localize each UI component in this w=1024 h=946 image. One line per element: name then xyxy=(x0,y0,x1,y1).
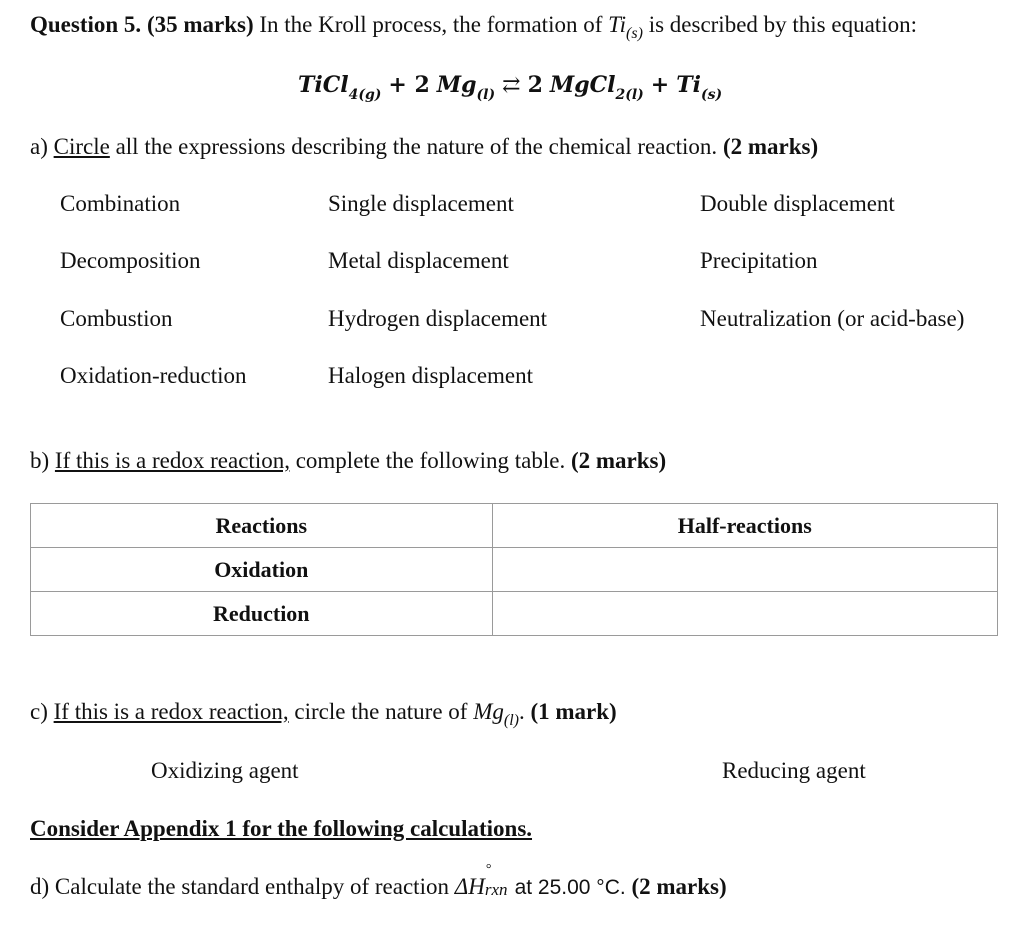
option-hydrogen-displacement[interactable]: Hydrogen displacement xyxy=(328,306,548,331)
eq-reactant1-sub: 4(g) xyxy=(348,87,382,103)
header-reactions: Reactions xyxy=(31,504,493,548)
magnesium-symbol: Mg xyxy=(473,699,504,724)
table-row xyxy=(31,592,998,636)
part-d-temperature: at 25.00 °C. xyxy=(514,876,626,899)
eq-reactant2-sub: (l) xyxy=(476,87,496,103)
appendix-note: Consider Appendix 1 for the following calculations. xyxy=(30,816,533,841)
option-precipitation[interactable]: Precipitation xyxy=(700,248,818,273)
eq-reactant2: Mg xyxy=(436,72,477,98)
option-metal-displacement[interactable]: Metal displacement xyxy=(328,248,509,273)
option-double-displacement[interactable]: Double displacement xyxy=(700,191,895,216)
part-d-text: Calculate the standard enthalpy of reaction xyxy=(54,874,449,899)
option-neutralization[interactable]: Neutralization (or acid-base) xyxy=(700,306,965,331)
eq-product1-sub: 2(l) xyxy=(615,87,644,103)
enthalpy-delta-h: ΔH xyxy=(454,874,485,899)
eq-product1: MgCl xyxy=(549,72,616,98)
part-a-label: a) xyxy=(30,134,48,159)
part-d-marks: (2 marks) xyxy=(631,874,727,899)
part-b-label: b) xyxy=(30,448,50,473)
table-header-row xyxy=(31,504,998,548)
titanium-state: (s) xyxy=(626,25,643,42)
oxidation-half-reaction-cell[interactable] xyxy=(492,548,997,592)
part-c-marks: (1 mark) xyxy=(530,699,617,724)
enthalpy-rxn-sub: rxn xyxy=(484,880,508,899)
part-c-prompt xyxy=(30,699,617,729)
part-c-condition: If this is a redox reaction, xyxy=(53,699,289,724)
option-single-displacement[interactable]: Single displacement xyxy=(328,191,514,216)
option-reducing-agent[interactable]: Reducing agent xyxy=(722,758,866,783)
option-halogen-displacement[interactable]: Halogen displacement xyxy=(328,363,534,388)
table-row xyxy=(31,548,998,592)
eq-plus1: + 2 xyxy=(388,72,430,98)
magnesium-state: (l) xyxy=(503,712,519,729)
option-oxidation-reduction[interactable]: Oxidation-reduction xyxy=(60,363,247,388)
part-b-prompt xyxy=(30,448,666,474)
question-marks: (35 marks) xyxy=(146,12,254,37)
kroll-equation xyxy=(298,72,723,103)
part-a-prompt xyxy=(30,134,818,160)
row-reduction-label: Reduction xyxy=(31,592,493,636)
question-header xyxy=(30,12,917,42)
eq-plus2: + xyxy=(650,72,670,98)
eq-equilibrium-arrow: ⇄ xyxy=(502,73,521,98)
redox-table xyxy=(30,503,998,636)
enthalpy-symbol xyxy=(454,862,509,899)
option-oxidizing-agent[interactable]: Oxidizing agent xyxy=(151,758,299,783)
question-number: Question 5. xyxy=(30,12,142,37)
eq-product2-sub: (s) xyxy=(700,87,723,103)
option-combination[interactable]: Combination xyxy=(60,191,181,216)
header-half-reactions: Half-reactions xyxy=(492,504,997,548)
option-decomposition[interactable]: Decomposition xyxy=(60,248,201,273)
eq-reactant1: TiCl xyxy=(298,72,349,98)
row-oxidation-label: Oxidation xyxy=(31,548,493,592)
part-c-period: . xyxy=(518,699,525,724)
part-d-prompt xyxy=(30,862,727,900)
part-c-text: circle the nature of xyxy=(294,699,468,724)
question-intro-tail: is described by this equation: xyxy=(648,12,917,37)
enthalpy-standard-sup: ° xyxy=(485,862,492,877)
part-b-marks: (2 marks) xyxy=(570,448,667,473)
titanium-symbol: Ti xyxy=(608,12,627,37)
reduction-half-reaction-cell[interactable] xyxy=(492,592,997,636)
part-a-circle: Circle xyxy=(53,134,110,159)
part-d-label: d) xyxy=(30,874,50,899)
part-c-label: c) xyxy=(30,699,48,724)
eq-coef3: 2 xyxy=(527,72,543,98)
question-intro: In the Kroll process, the formation of xyxy=(259,12,603,37)
part-a-text: all the expressions describing the nature of the chemical reaction. xyxy=(115,134,718,159)
part-b-condition: If this is a redox reaction, xyxy=(54,448,290,473)
part-a-marks: (2 marks) xyxy=(722,134,819,159)
option-combustion[interactable]: Combustion xyxy=(60,306,173,331)
part-b-text: complete the following table. xyxy=(295,448,566,473)
eq-product2: Ti xyxy=(676,72,701,98)
